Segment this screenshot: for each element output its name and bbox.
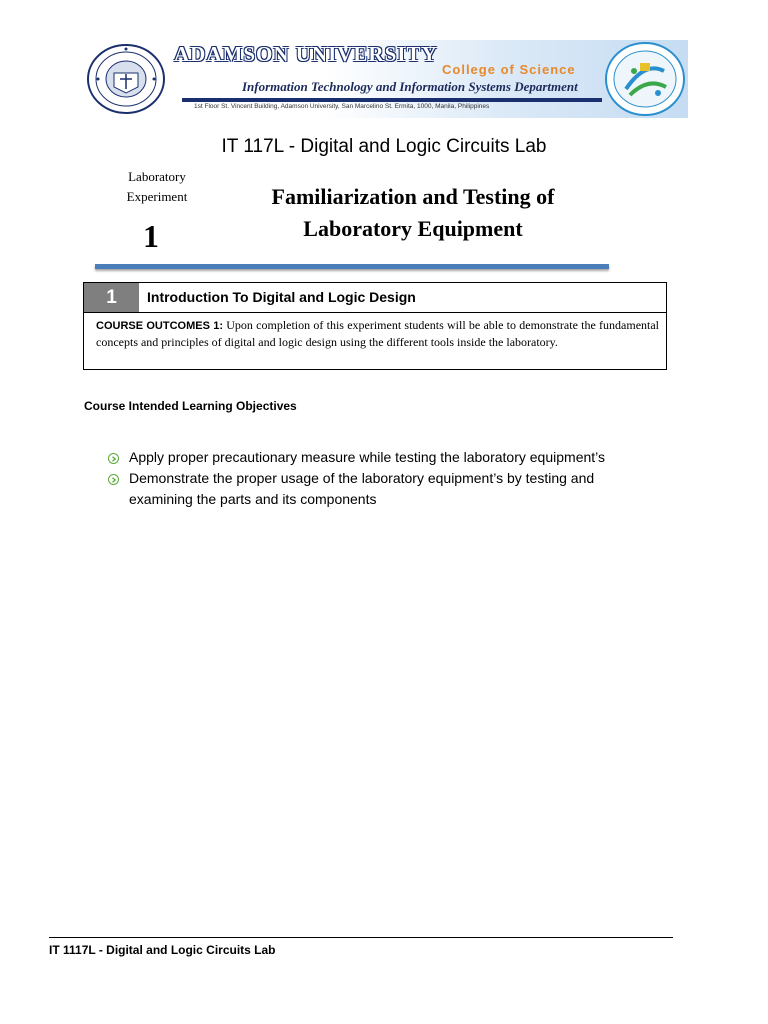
objectives-heading: Course Intended Learning Objectives xyxy=(84,399,297,413)
header-banner xyxy=(82,40,688,118)
objective-text: Demonstrate the proper usage of the laboratory equipment’s by testing and examining the parts and its components xyxy=(129,470,595,507)
lab-label-line1: Laboratory xyxy=(128,169,186,184)
department-seal-icon xyxy=(604,41,686,117)
objectives-list xyxy=(108,447,648,510)
lab-number: 1 xyxy=(143,218,159,254)
footer-divider xyxy=(49,937,673,938)
lab-label xyxy=(112,167,202,207)
course-outcomes-label: COURSE OUTCOMES 1: xyxy=(96,320,223,332)
objective-text: Apply proper precautionary measure while testing the laboratory equipment’s xyxy=(129,449,606,465)
title-divider xyxy=(95,264,609,269)
college-name: College of Science xyxy=(442,62,576,77)
footer-text: IT 1117L - Digital and Logic Circuits Lab xyxy=(49,943,276,957)
course-title: IT 117L - Digital and Logic Circuits Lab xyxy=(221,136,547,157)
experiment-title-line1: Familiarization and Testing of xyxy=(271,184,555,209)
list-item xyxy=(108,468,648,510)
list-item xyxy=(108,447,648,468)
chevron-circle-icon xyxy=(108,474,119,485)
lab-label-line2: Experiment xyxy=(126,189,188,204)
section-title: Introduction To Digital and Logic Design xyxy=(147,289,416,305)
university-name: ADAMSON UNIVERSITY xyxy=(174,42,438,66)
department-name: Information Technology and Information Systems Department xyxy=(242,79,578,94)
university-seal-icon xyxy=(86,43,166,115)
chevron-circle-icon xyxy=(108,453,119,464)
course-outcomes xyxy=(96,317,659,350)
experiment-title-line2: Laboratory Equipment xyxy=(303,216,523,241)
experiment-title xyxy=(240,181,586,245)
section-number: 1 xyxy=(84,283,139,312)
section-box xyxy=(83,282,667,370)
address: 1st Floor St. Vincent Building, Adamson University, San Marcelino St. Ermita, 1000, Manila, Philippines xyxy=(194,103,490,110)
course-outcomes-text: Upon completion of this experiment students will be able to demonstrate the fundamental concepts and principles of digital and logic design using the different tools inside the laboratory. xyxy=(96,318,660,349)
section-header xyxy=(84,283,666,313)
banner-divider xyxy=(182,98,602,102)
